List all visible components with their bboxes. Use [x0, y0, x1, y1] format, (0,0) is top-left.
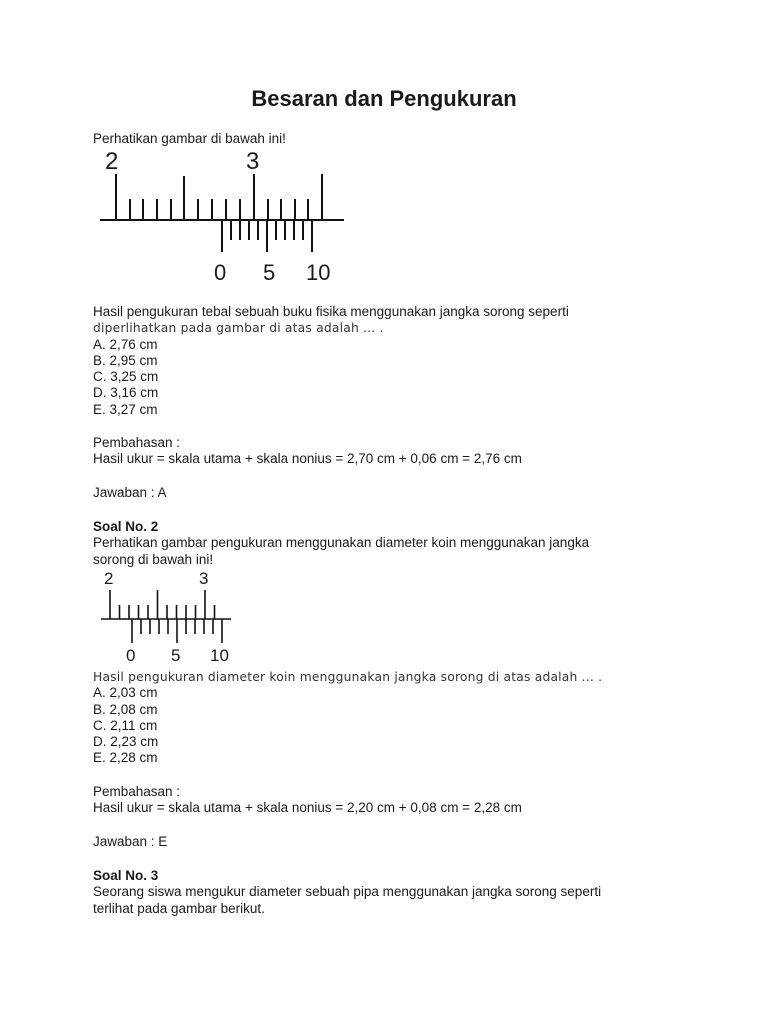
q3-heading: Soal No. 3 — [93, 868, 159, 883]
vernier-label-10: 10 — [306, 260, 331, 284]
vernier-label-5: 5 — [263, 260, 276, 284]
q1-option-a: A. 2,76 cm — [93, 336, 158, 352]
q1-intro: Perhatikan gambar di bawah ini! — [93, 131, 286, 146]
q1-pembahasan-label: Pembahasan : — [93, 435, 181, 450]
main-scale-label-2: 2 — [105, 148, 119, 175]
q2-option-d: D. 2,23 cm — [93, 734, 159, 750]
main-scale-label-3: 3 — [199, 569, 209, 588]
q2-option-c: C. 2,11 cm — [93, 717, 158, 733]
caliper-figure-2 — [95, 566, 245, 666]
q2-pembahasan: Hasil ukur = skala utama + skala nonius = 2,20 cm + 0,08 cm = 2,28 cm — [93, 800, 522, 816]
vernier-label-10: 10 — [210, 646, 229, 665]
main-scale-ticks — [110, 590, 215, 619]
vernier-label-0: 0 — [214, 260, 227, 284]
q1-option-c: C. 3,25 cm — [93, 369, 159, 385]
q1-option-b: B. 2,95 cm — [93, 352, 158, 368]
q1-jawaban-block — [93, 485, 167, 501]
q2-pembahasan-block — [93, 784, 522, 817]
main-scale-label-2: 2 — [104, 569, 114, 588]
caliper-figure-1 — [90, 144, 350, 284]
vernier-label-5: 5 — [171, 646, 181, 665]
q1-pembahasan-block — [93, 435, 522, 468]
q2-question: Hasil pengukuran diameter koin menggunakan jangka sorong di atas adalah ... . — [93, 670, 603, 684]
q2-pembahasan-label: Pembahasan : — [93, 784, 181, 799]
q3-intro-block — [93, 868, 601, 917]
q2-option-b: B. 2,08 cm — [93, 701, 158, 717]
q2-jawaban-block — [93, 834, 167, 850]
main-scale-label-3: 3 — [246, 148, 260, 175]
vernier-label-0: 0 — [126, 646, 136, 665]
q2-option-e: E. 2,28 cm — [93, 750, 158, 766]
main-scale-ticks — [116, 174, 322, 220]
q2-intro-line2: sorong di bawah ini! — [93, 551, 214, 567]
page-title: Besaran dan Pengukuran — [251, 86, 517, 111]
q1-option-d: D. 3,16 cm — [93, 385, 159, 401]
q1-jawaban: Jawaban : A — [93, 485, 167, 500]
q3-intro-line2: terlihat pada gambar berikut. — [93, 900, 265, 916]
q2-option-a: A. 2,03 cm — [93, 685, 158, 701]
q1-pembahasan: Hasil ukur = skala utama + skala nonius = 2,70 cm + 0,06 cm = 2,76 cm — [93, 451, 522, 467]
q1-question-line1: Hasil pengukuran tebal sebuah buku fisika menggunakan jangka sorong seperti — [93, 304, 569, 319]
vernier-scale-ticks — [222, 220, 312, 252]
q1-question-line2: diperlihatkan pada gambar di atas adalah ... . — [93, 321, 384, 336]
q2-intro-line1: Perhatikan gambar pengukuran menggunakan diameter koin menggunakan jangka — [93, 535, 590, 551]
q2-heading: Soal No. 2 — [93, 519, 159, 534]
q2-intro-block — [93, 519, 589, 568]
q2-jawaban: Jawaban : E — [93, 834, 168, 849]
q1-question-block — [93, 304, 569, 418]
vernier-scale-ticks — [132, 619, 222, 643]
q2-question-block — [93, 669, 602, 767]
q3-intro-line1: Seorang siswa mengukur diameter sebuah pipa menggunakan jangka sorong seperti — [93, 884, 602, 900]
q1-option-e: E. 3,27 cm — [93, 401, 158, 417]
